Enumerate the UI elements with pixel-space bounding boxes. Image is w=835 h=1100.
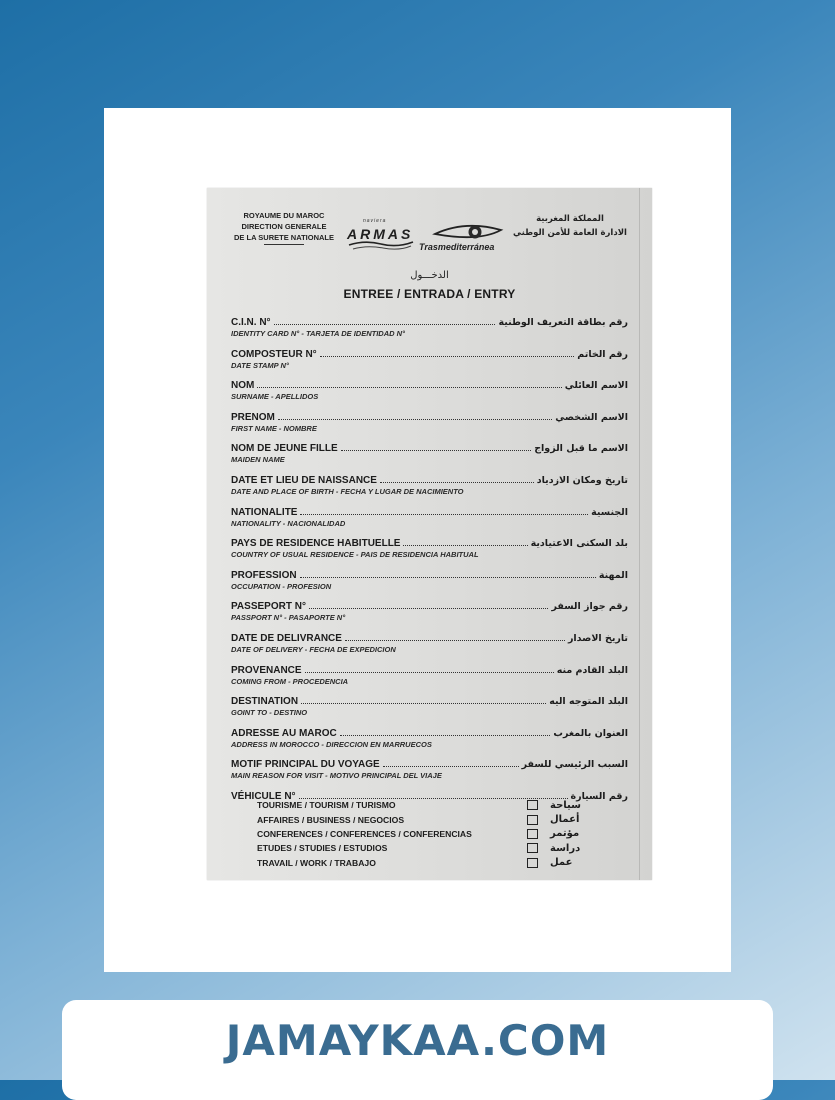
field-composteur xyxy=(231,344,628,376)
field-prenom xyxy=(231,407,628,439)
option-label-ar: دراسة xyxy=(550,842,581,854)
field-label: VÉHICULE N° xyxy=(231,790,296,802)
underline-divider xyxy=(264,244,304,245)
field-sublabel: FIRST NAME - NOMBRE xyxy=(231,423,317,433)
wave-icon xyxy=(345,218,421,252)
fill-line[interactable] xyxy=(274,324,496,325)
field-label: NOM xyxy=(231,380,255,392)
field-sublabel: IDENTITY CARD N° - TARJETA DE IDENTIDAD N° xyxy=(231,329,406,338)
option-label: ETUDES / STUDIES / ESTUDIOS xyxy=(257,843,388,854)
field-label: DATE ET LIEU DE NAISSANCE xyxy=(231,474,377,486)
field-label-ar: الاسم العائلي xyxy=(564,380,628,392)
option-label: TOURISME / TOURISM / TURISMO xyxy=(257,800,396,811)
field-destination xyxy=(231,691,628,723)
field-sublabel: DATE STAMP N° xyxy=(231,360,289,370)
option-checkbox[interactable] xyxy=(527,815,538,825)
option-label: TRAVAIL / WORK / TRABAJO xyxy=(257,857,376,868)
field-provenance xyxy=(231,660,628,692)
option-checkbox[interactable] xyxy=(527,800,538,810)
field-sublabel: DATE OF DELIVERY - FECHA DE EXPEDICION xyxy=(231,644,396,654)
fill-line[interactable] xyxy=(309,608,549,609)
option-row xyxy=(257,856,600,870)
entry-card xyxy=(207,188,652,880)
option-checkbox[interactable] xyxy=(527,843,538,853)
fill-line[interactable] xyxy=(257,387,561,388)
field-label: PAYS DE RESIDENCE HABITUELLE xyxy=(231,538,401,550)
trasmediterranea-wordmark: Trasmediterránea xyxy=(419,242,495,252)
option-label: CONFERENCES / CONFERENCES / CONFERENCIAS xyxy=(257,828,472,839)
field-label: C.I.N. N° xyxy=(231,317,271,328)
fill-line[interactable] xyxy=(300,577,596,578)
field-label-ar: رقم السيارة xyxy=(570,790,628,802)
field-label: DESTINATION xyxy=(231,696,299,708)
issuer-line: DE LA SURETE NATIONALE xyxy=(233,233,334,242)
fill-line[interactable] xyxy=(383,766,519,767)
field-adresse xyxy=(231,723,628,755)
field-label-ar: البلد المتوجه اليه xyxy=(549,696,628,708)
option-label-ar: عمل xyxy=(550,857,573,869)
field-label-ar: المهنة xyxy=(598,569,628,581)
form-title-ar: الدخـــول xyxy=(410,270,449,281)
field-label: COMPOSTEUR N° xyxy=(231,348,317,360)
option-label: AFFAIRES / BUSINESS / NEGOCIOS xyxy=(257,814,405,825)
fill-line[interactable] xyxy=(341,450,532,451)
field-label: PROVENANCE xyxy=(231,664,302,676)
issuer-header-ar xyxy=(510,212,630,240)
trasmediterranea-logo xyxy=(417,222,517,256)
field-label: PROFESSION xyxy=(231,569,297,581)
field-label-ar: بلد السكنى الاعتيادية xyxy=(530,538,628,550)
field-label-ar: تاريخ الاصدار xyxy=(567,632,628,644)
field-profession xyxy=(231,565,628,597)
fill-line[interactable] xyxy=(320,356,575,357)
option-label-ar: سياحة xyxy=(550,799,581,811)
field-label-ar: الجنسية xyxy=(591,506,628,518)
fill-line[interactable] xyxy=(300,514,588,515)
option-row xyxy=(257,827,600,841)
field-label-ar: رقم الخاتم xyxy=(577,348,628,360)
option-row xyxy=(257,798,600,812)
fill-line[interactable] xyxy=(278,419,552,420)
field-sublabel: COUNTRY OF USUAL RESIDENCE - PAIS DE RESIDENCIA HABITUAL xyxy=(231,550,479,560)
fill-line[interactable] xyxy=(305,672,554,673)
field-label-ar: السبب الرئيسي للسفر xyxy=(521,759,628,771)
field-label-ar: العنوان بالمغرب xyxy=(553,727,628,739)
issuer-header-fr xyxy=(229,210,339,245)
form-title: ENTREE / ENTRADA / ENTRY xyxy=(343,287,516,301)
option-row xyxy=(257,841,600,855)
fill-line[interactable] xyxy=(301,703,546,704)
field-delivrance xyxy=(231,628,628,660)
armas-wordmark: ARMAS xyxy=(347,226,414,242)
eye-emblem-icon xyxy=(417,222,517,244)
field-label: ADRESSE AU MAROC xyxy=(231,727,337,739)
field-passeport xyxy=(231,596,628,628)
field-label: MOTIF PRINCIPAL DU VOYAGE xyxy=(231,759,380,771)
option-label-ar: مؤتمر xyxy=(550,828,580,840)
field-label-ar: البلد القادم منه xyxy=(556,664,628,676)
option-label-ar: أعمال xyxy=(550,814,580,826)
field-sublabel: PASSPORT N° - PASAPORTE N° xyxy=(231,613,346,623)
option-checkbox[interactable] xyxy=(527,829,538,839)
form-fields xyxy=(231,312,628,818)
field-nom-jeune-fille xyxy=(231,438,628,470)
site-watermark: JAMAYKAA.COM xyxy=(225,1016,610,1065)
field-sublabel: OCCUPATION - PROFESION xyxy=(231,581,332,591)
field-sublabel: MAIDEN NAME xyxy=(231,455,285,465)
field-residence xyxy=(231,533,628,565)
armas-small-text: naviera xyxy=(363,218,387,224)
fill-line[interactable] xyxy=(340,735,551,736)
field-naissance xyxy=(231,470,628,502)
issuer-line-ar: الادارة العامة للأمن الوطني xyxy=(513,228,627,238)
armas-logo xyxy=(345,218,421,252)
field-nom xyxy=(231,375,628,407)
field-label: PRENOM xyxy=(231,411,275,423)
field-label: NOM DE JEUNE FILLE xyxy=(231,443,338,455)
field-sublabel: COMING FROM - PROCEDENCIA xyxy=(231,676,349,686)
field-label: NATIONALITE xyxy=(231,506,298,518)
option-row xyxy=(257,812,600,826)
fill-line[interactable] xyxy=(380,482,534,483)
field-sublabel: SURNAME - APELLIDOS xyxy=(231,392,319,402)
option-checkbox[interactable] xyxy=(527,858,538,868)
field-sublabel: DATE AND PLACE OF BIRTH - FECHA Y LUGAR DE NACIMIENTO xyxy=(231,486,464,496)
issuer-line: ROYAUME DU MAROC xyxy=(243,211,325,220)
field-sublabel: NATIONALITY - NACIONALIDAD xyxy=(231,518,346,528)
field-label-ar: الاسم ما قبل الزواج xyxy=(534,443,628,455)
field-label: PASSEPORT N° xyxy=(231,601,306,613)
field-sublabel: GOINT TO - DESTINO xyxy=(231,708,308,718)
field-sublabel: ADDRESS IN MOROCCO - DIRECCION EN MARRUECOS xyxy=(231,739,432,749)
field-label-ar: رقم بطاقة التعريف الوطنية xyxy=(498,317,628,328)
fill-line[interactable] xyxy=(345,640,565,641)
field-nationalite xyxy=(231,502,628,534)
field-label: DATE DE DELIVRANCE xyxy=(231,632,342,644)
issuer-line-ar: المملكة المغربية xyxy=(536,214,604,224)
field-label-ar: الاسم الشخصي xyxy=(555,411,628,423)
field-motif xyxy=(231,754,628,786)
field-label-ar: تاريخ ومكان الازدياد xyxy=(536,474,628,486)
visit-reason-options xyxy=(257,798,600,870)
field-sublabel: MAIN REASON FOR VISIT - MOTIVO PRINCIPAL DEL VIAJE xyxy=(231,771,442,781)
field-label-ar: رقم جواز السفر xyxy=(551,601,628,613)
fill-line[interactable] xyxy=(403,545,527,546)
field-cin xyxy=(231,312,628,344)
issuer-line: DIRECTION GENERALE xyxy=(241,222,327,231)
